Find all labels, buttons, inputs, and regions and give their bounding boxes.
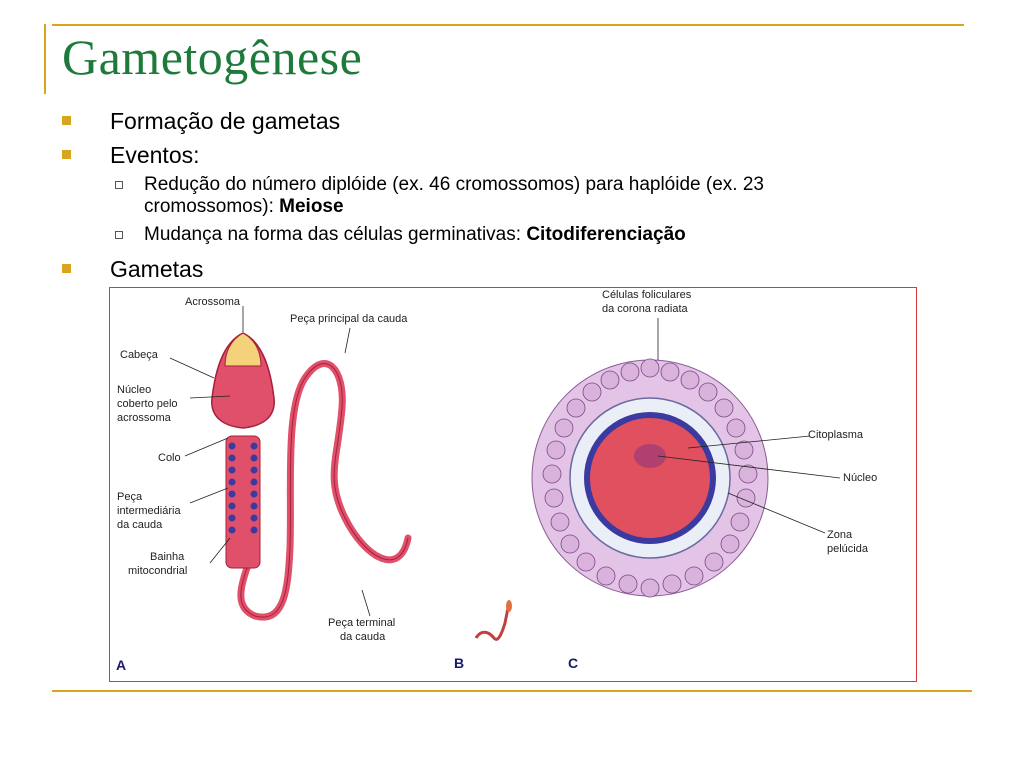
left-rule xyxy=(44,24,46,94)
label-celulas-line1: Células foliculares xyxy=(602,289,692,301)
sub-bullet-text: Mudança na forma das células germinativas: xyxy=(144,224,527,245)
bullet-text: Formação de gametas xyxy=(110,108,341,134)
square-bullet-icon xyxy=(62,264,71,273)
sperm-leader-lines xyxy=(170,306,370,616)
hollow-square-bullet-icon xyxy=(115,181,123,189)
label-nucleo-line1: Núcleo xyxy=(117,384,152,396)
label-citoplasma: Citoplasma xyxy=(808,429,864,441)
oocyte-illustration xyxy=(532,359,768,597)
oocyte-cytoplasm xyxy=(590,418,710,538)
label-peca-principal: Peça principal da cauda xyxy=(290,313,408,325)
label-bainha-line2: mitocondrial xyxy=(128,565,188,577)
label-peca-int-line3: da cauda xyxy=(117,519,163,531)
label-zona-line1: Zona xyxy=(827,529,853,541)
panel-letter-c: C xyxy=(568,655,579,671)
sub-bullet-bold: Meiose xyxy=(279,196,344,217)
slide-title: Gametogênese xyxy=(62,29,363,85)
label-nucleo-line2: coberto pelo xyxy=(117,398,178,410)
hollow-square-bullet-icon xyxy=(115,231,123,239)
sub-bullet-item xyxy=(60,224,844,246)
label-peca-int-line1: Peça xyxy=(117,491,143,503)
label-peca-int-line2: intermediária xyxy=(117,505,181,517)
panel-letter-a: A xyxy=(116,657,127,673)
label-bainha-line1: Bainha xyxy=(150,551,185,563)
panel-letter-b: B xyxy=(454,655,465,671)
label-zona-line2: pelúcida xyxy=(827,543,868,555)
square-bullet-icon xyxy=(62,150,71,159)
label-acrossoma: Acrossoma xyxy=(185,296,241,308)
label-nucleo-line3: acrossoma xyxy=(117,412,171,424)
label-colo: Colo xyxy=(158,452,181,464)
label-celulas-line2: da corona radiata xyxy=(602,303,688,315)
sub-bullet-item xyxy=(60,174,844,218)
label-nucleo-ovo: Núcleo xyxy=(843,472,878,484)
sperm-cell-illustration xyxy=(212,333,408,617)
bullet-text: Eventos: xyxy=(110,142,200,168)
bottom-rule xyxy=(52,690,972,692)
gametes-illustration xyxy=(110,288,916,681)
bullet-list xyxy=(60,104,960,286)
label-cabeca: Cabeça xyxy=(120,349,158,361)
square-bullet-icon xyxy=(62,116,71,125)
acrosome-cap xyxy=(225,333,261,366)
bullet-item xyxy=(60,138,960,172)
gametes-figure xyxy=(109,287,917,682)
bullet-item xyxy=(60,104,960,138)
small-sperm-illustration xyxy=(476,600,512,639)
label-peca-terminal-line1: Peça terminal xyxy=(328,617,396,629)
bullet-item xyxy=(60,252,960,286)
sub-bullet-bold: Citodiferenciação xyxy=(526,224,686,245)
sub-bullet-text: Redução do número diplóide (ex. 46 cromossomos) para haplóide (ex. 23 cromossomos): xyxy=(144,174,764,217)
bullet-text: Gametas xyxy=(110,256,204,282)
top-rule xyxy=(52,24,964,26)
label-peca-terminal-line2: da cauda xyxy=(340,631,386,643)
